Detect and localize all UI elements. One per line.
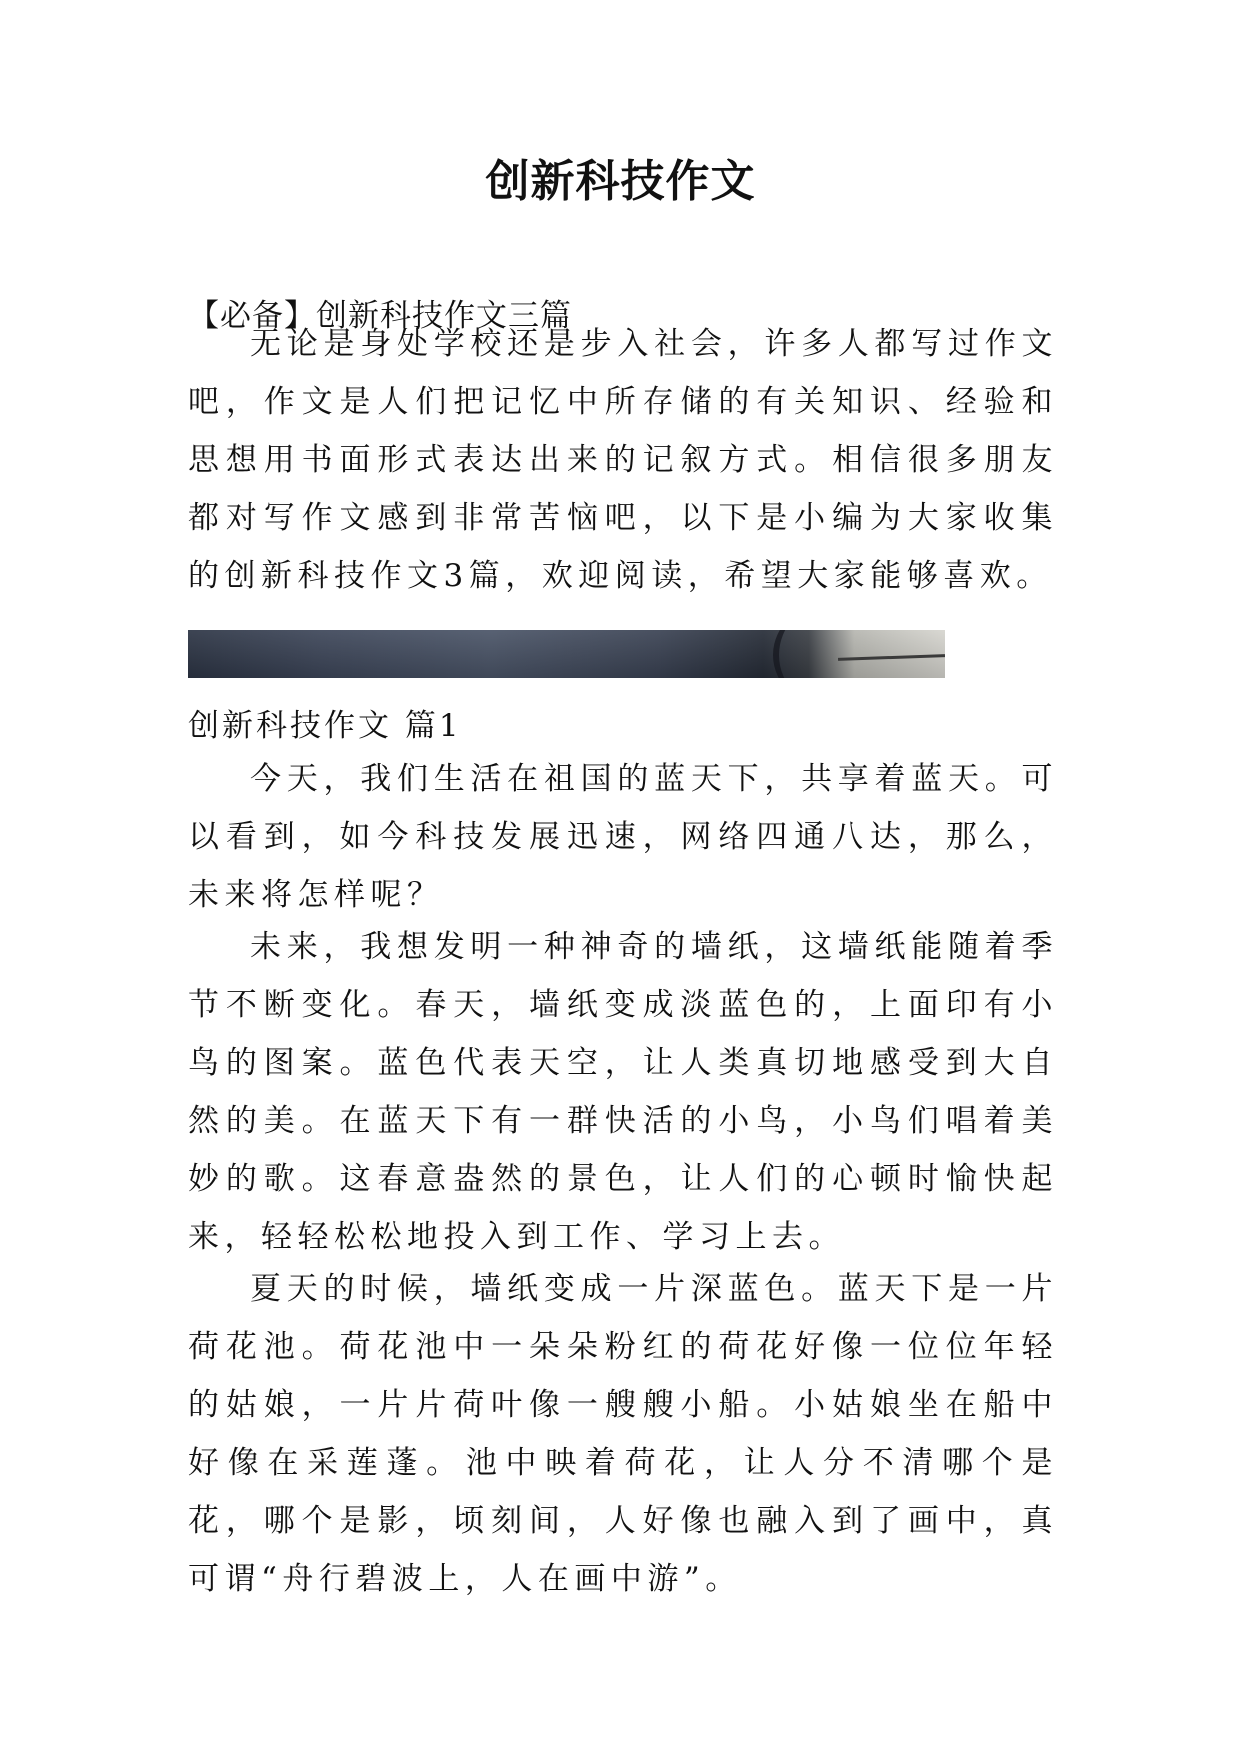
photo-curve <box>773 630 899 678</box>
body-paragraph-2: 未来，我想发明一种神奇的墙纸，这墙纸能随着季节不断变化。春天，墙纸变成淡蓝色的，上面印有小鸟的图案。蓝色代表天空，让人类真切地感受到大自然的美。在蓝天下有一群快活的小鸟，小鸟们唱着美妙的歌。这春意盎然的景色，让人们的心顿时愉快起来，轻轻松松地投入到工作、学习上去。 <box>188 929 1058 1255</box>
body-paragraph-1: 今天，我们生活在祖国的蓝天下，共享着蓝天。可以看到，如今科技发展迅速，网络四通八达，那么，未来将怎样呢？ <box>188 761 1058 913</box>
intro-paragraph: 无论是身处学校还是步入社会，许多人都写过作文吧，作文是人们把记忆中所存储的有关知识、经验和思想用书面形式表达出来的记叙方式。相信很多朋友都对写作文感到非常苦恼吧，以下是小编为大家收集的创新科技作文3篇，欢迎阅读，希望大家能够喜欢。 <box>188 326 1058 594</box>
cropped-photo-image <box>188 630 945 678</box>
document-subtitle: 【必备】创新科技作文三篇 <box>188 298 572 334</box>
body-paragraph-3: 夏天的时候，墙纸变成一片深蓝色。蓝天下是一片荷花池。荷花池中一朵朵粉红的荷花好像一位位年轻的姑娘，一片片荷叶像一艘艘小船。小姑娘坐在船中好像在采莲蓬。池中映着荷花，让人分不清哪个是花，哪个是影，顷刻间，人好像也融入到了画中，真可谓“舟行碧波上，人在画中游”。 <box>188 1271 1058 1597</box>
document-title: 创新科技作文 <box>485 156 756 207</box>
section-heading: 创新科技作文 篇1 <box>188 708 462 744</box>
